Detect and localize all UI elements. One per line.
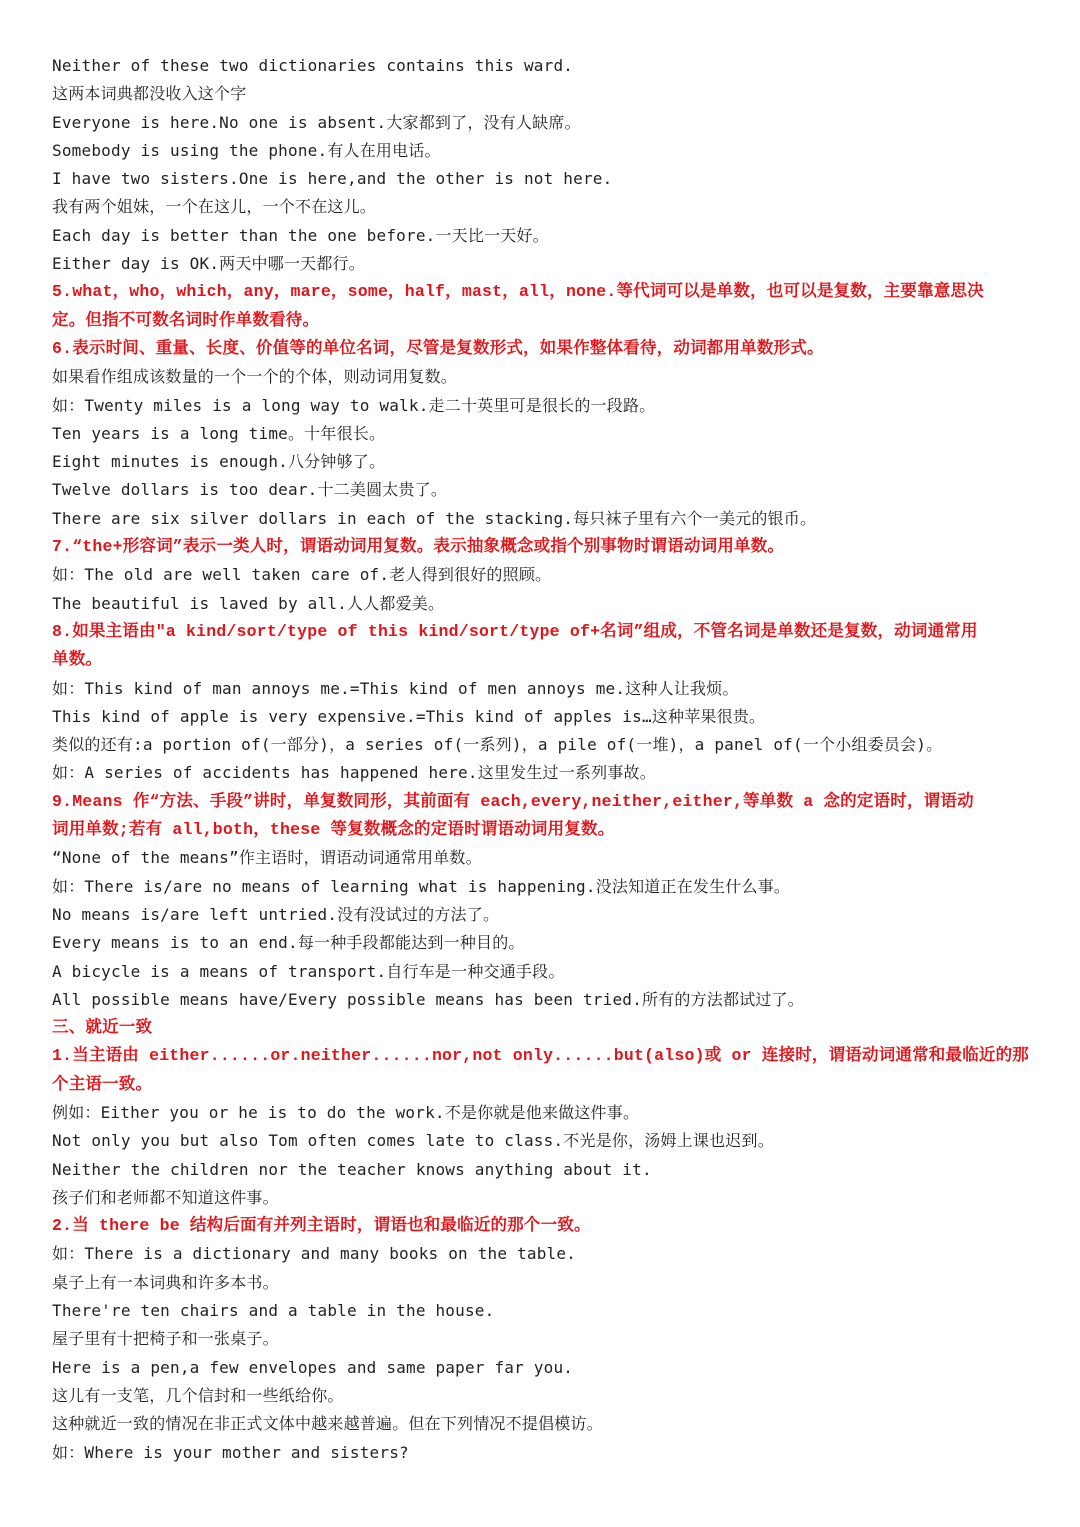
text-line: A bicycle is a means of transport.自行车是一种交通手段。 <box>52 961 565 981</box>
text-line: There're ten chairs and a table in the house. <box>52 1301 495 1321</box>
text-line: 这两本词典都没收入这个字 <box>52 84 247 104</box>
text-line: 这种就近一致的情况在非正式文体中越来越普遍。但在下列情况不提倡模访。 <box>52 1414 603 1434</box>
highlighted-rule-line: 单数。 <box>52 650 103 670</box>
text-line: 这儿有一支笔，几个信封和一些纸给你。 <box>52 1385 344 1405</box>
text-line: 如：This kind of man annoys me.=This kind of men annoys me.这种人让我烦。 <box>52 678 739 698</box>
text-line: Everyone is here.No one is absent.大家都到了，没有人缺席。 <box>52 112 581 132</box>
text-line: Twelve dollars is too dear.十二美圆太贵了。 <box>52 480 448 500</box>
text-line: No means is/are left untried.没有没试过的方法了。 <box>52 904 500 924</box>
text-line: Neither the children nor the teacher knows anything about it. <box>52 1159 652 1179</box>
text-line: 桌子上有一本词典和许多本书。 <box>52 1272 279 1292</box>
text-line: Eight minutes is enough.八分钟够了。 <box>52 452 386 472</box>
text-line: Either day is OK.两天中哪一天都行。 <box>52 254 365 274</box>
text-line: The beautiful is laved by all.人人都爱美。 <box>52 593 445 613</box>
text-line: 如：Where is your mother and sisters? <box>52 1442 409 1462</box>
text-line: 如：The old are well taken care of.老人得到很好的照顾。 <box>52 565 552 585</box>
text-line: Each day is better than the one before.一天比一天好。 <box>52 225 549 245</box>
text-line: 我有两个姐妹，一个在这儿，一个不在这儿。 <box>52 197 377 217</box>
text-line: 例如：Either you or he is to do the work.不是你就是他来做这件事。 <box>52 1102 640 1122</box>
text-line: 如：A series of accidents has happened here.这里发生过一系列事故。 <box>52 763 656 783</box>
highlighted-rule-line: 8.如果主语由"a kind/sort/type of this kind/sort/type of+名词”组成，不管名词是单数还是复数，动词通常用 <box>52 621 978 641</box>
text-line: Neither of these two dictionaries contains this ward. <box>52 56 574 75</box>
text-line: 如：There is a dictionary and many books on the table. <box>52 1244 577 1264</box>
text-line: This kind of apple is very expensive.=This kind of apples is…这种苹果很贵。 <box>52 706 766 726</box>
text-line: There are six silver dollars in each of the stacking.每只袜子里有六个一美元的银币。 <box>52 508 817 528</box>
highlighted-rule-line: 5.what，who，which，any，mare，some，half，mast，all，none.等代词可以是单数，也可以是复数，主要靠意思决 <box>52 282 984 302</box>
highlighted-rule-line: 词用单数;若有 all,both，these 等复数概念的定语时谓语动词用复数。 <box>52 820 615 840</box>
highlighted-rule-line: 2.当 there be 结构后面有并列主语时，谓语也和最临近的那个一致。 <box>52 1216 591 1236</box>
text-line: All possible means have/Every possible means has been tried.所有的方法都试过了。 <box>52 989 804 1009</box>
text-line: 孩子们和老师都不知道这件事。 <box>52 1187 279 1207</box>
text-line: Not only you but also Tom often comes late to class.不光是你，汤姆上课也迟到。 <box>52 1131 774 1151</box>
highlighted-rule-line: 7.“the+形容词”表示一类人时，谓语动词用复数。表示抽象概念或指个别事物时谓语动词用单数。 <box>52 537 785 557</box>
text-line: 屋子里有十把椅子和一张桌子。 <box>52 1329 279 1349</box>
text-line: 如：There is/are no means of learning what is happening.没法知道正在发生什么事。 <box>52 876 791 896</box>
highlighted-rule-line: 6.表示时间、重量、长度、价值等的单位名词，尽管是复数形式，如果作整体看待，动词都用单数形式。 <box>52 338 824 358</box>
text-line: Ten years is a long time。十年很长。 <box>52 423 386 443</box>
text-line: Here is a pen,a few envelopes and same paper far you. <box>52 1357 574 1377</box>
text-line: 如果看作组成该数量的一个一个的个体，则动词用复数。 <box>52 367 458 387</box>
text-line: 如：Twenty miles is a long way to walk.走二十英里可是很长的一段路。 <box>52 395 656 415</box>
highlighted-rule-line: 三、就近一致 <box>52 1018 153 1038</box>
text-line: Every means is to an end.每一种手段都能达到一种目的。 <box>52 933 525 953</box>
highlighted-rule-line: 个主语一致。 <box>52 1074 153 1094</box>
text-line: I have two sisters.One is here,and the other is not here. <box>52 169 613 189</box>
highlighted-rule-line: 1.当主语由 either......or.neither......nor,not only......but(also)或 or 连接时，谓语动词通常和最临近的那 <box>52 1046 1029 1066</box>
text-line: 类似的还有:a portion of(一部分)，a series of(一系列)，a pile of(一堆)，a panel of(一个小组委员会)。 <box>52 735 943 755</box>
document-body <box>52 52 1042 1467</box>
text-line: “None of the means”作主语时，谓语动词通常用单数。 <box>52 848 482 868</box>
highlighted-rule-line: 9.Means 作“方法、手段”讲时，单复数同形，其前面有 each,every,neither,either,等单数 a 念的定语时，谓语动 <box>52 791 974 811</box>
highlighted-rule-line: 定。但指不可数名词时作单数看待。 <box>52 310 320 330</box>
text-line: Somebody is using the phone.有人在用电话。 <box>52 140 441 160</box>
